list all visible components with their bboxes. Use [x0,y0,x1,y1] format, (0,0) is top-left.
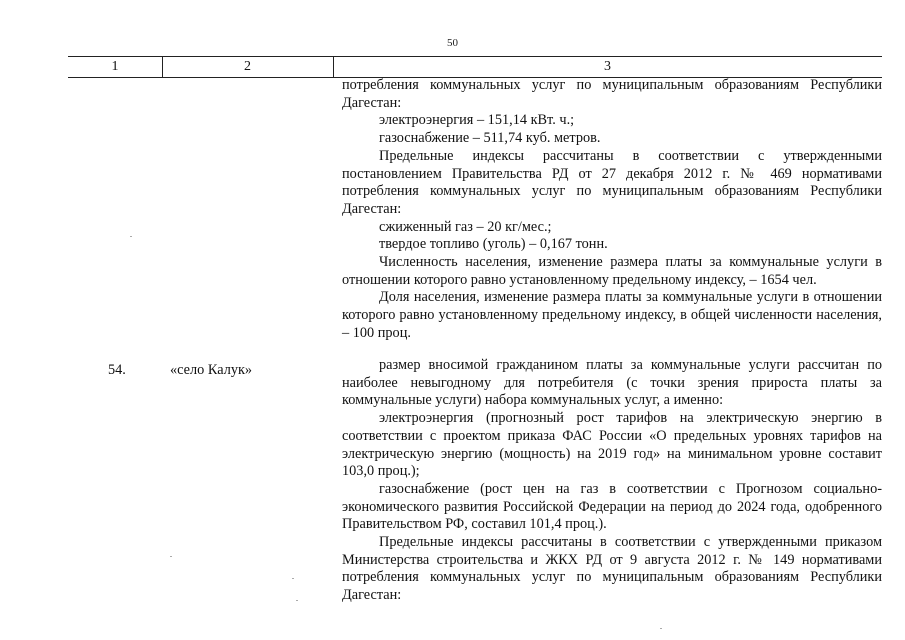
scan-speck [660,628,662,629]
paragraph: Численность населения, изменение размера платы за коммунальные услуги в отношении которого равно установленному предельному индексу, – 1654 чел. [342,254,882,288]
paragraph: твердое топливо (уголь) – 0,167 тонн. [379,236,608,253]
paragraph: размер вносимой гражданином платы за коммунальные услуги рассчитан по наиболее невыгодному для потребителя (с точки зрения прироста платы за коммунальные услуги) набора коммунальных услуг, а именно: [342,357,882,409]
scan-speck [170,556,172,557]
paragraph: Предельные индексы рассчитаны в соответствии с утвержденными постановлением Правительства РД от 27 декабря 2012 г. № 469 нормативами потребления коммунальных услуг по муниципальным образованиям Республики Дагестан: [342,147,882,217]
scan-speck [130,236,132,237]
table-header-col-3: 3 [604,59,611,74]
scan-speck [292,578,294,579]
page-number: 50 [447,37,458,49]
paragraph: электроэнергия – 151,14 кВт. ч.; [379,112,575,129]
table-header-col-1: 1 [68,57,163,77]
paragraph: сжиженный газ – 20 кг/мес.; [379,218,552,235]
paragraph: газоснабжение (рост цен на газ в соответствии с Прогнозом социально-экономического развития Российской Федерации на период до 2024 года, одобренного Правительством РФ, составил 101,4 проц.). [342,480,882,533]
row-number: 54. [108,362,126,378]
paragraph: газоснабжение – 511,74 куб. метров. [379,130,601,147]
paragraph: Предельные индексы рассчитаны в соответствии с утвержденными приказом Министерства строительства и ЖКХ РД от 9 августа 2012 г. № 149 нормативами потребления коммунальных услуг по муниципальным образованиям Республики Дагестан: [342,534,882,604]
paragraph: электроэнергия (прогнозный рост тарифов на электрическую энергию в соответствии с проектом приказа ФАС России «О предельных уровнях тарифов на электрическую энергию (мощность) на 2019 год» на минимальном уровне составит 103,0 проц.); [342,410,882,480]
row-54-cell-text [342,357,882,605]
municipality-name: «село Калук» [170,362,253,378]
scan-speck [296,600,298,601]
paragraph: Доля населения, изменение размера платы за коммунальные услуги в отношении которого равно установленному предельному индексу, в общей численности населения, – 100 проц. [342,289,882,341]
paragraph: потребления коммунальных услуг по муниципальным образованиям Республики Дагестан: [342,77,882,111]
table-header-col-2: 2 [162,57,334,77]
table-header-row [68,56,882,78]
continuation-cell-text [342,77,882,343]
